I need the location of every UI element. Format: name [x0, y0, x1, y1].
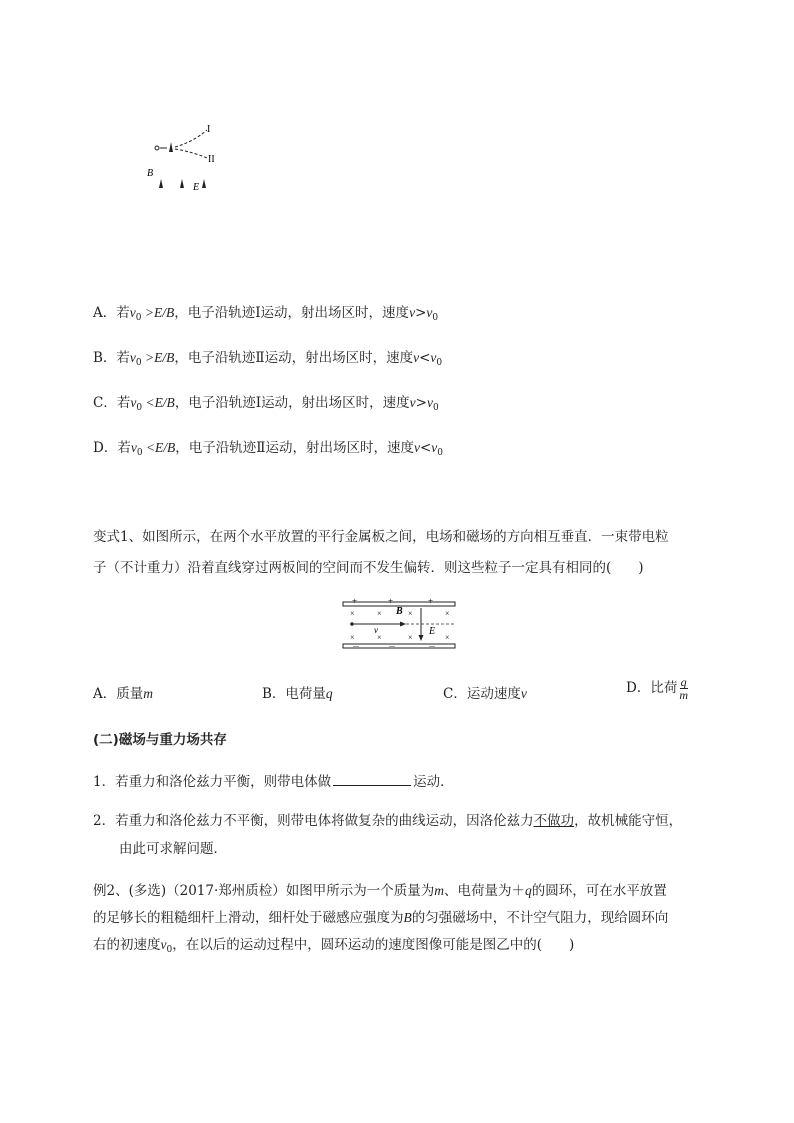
label-I: I	[207, 124, 211, 135]
q2-option-a: A．质量m	[93, 686, 153, 702]
cross-1: ×	[350, 609, 355, 618]
section2-item2: 2．若重力和洛伦兹力不平衡，则带电体将做复杂的曲线运动，因洛伦兹力不做功，故机械能守恒，	[93, 813, 683, 829]
option-b: B．若$v_0 >E/B$，电子沿轨迹Ⅱ运动，射出场区时，速度$v<v_0$	[93, 350, 443, 368]
variant1-line2: 子（不计重力）沿着直线穿过两板间的空间而不发生偏转．则这些粒子一定具有相同的( )	[93, 560, 644, 576]
cross-8: ×	[445, 633, 450, 642]
electron-dot	[155, 146, 159, 150]
option-d: D．若$v_0 <E/B$，电子沿轨迹Ⅱ运动，射出场区时，速度$v<v_0$	[93, 440, 444, 458]
field-arrowhead	[419, 635, 424, 641]
minus-2: －	[388, 642, 396, 651]
example2-line1: 例2、(多选)（2017·郑州质检）如图甲所示为一个质量为m、电荷量为＋q的圆环，可在水平放置	[93, 883, 667, 899]
option-a: A．若$v_0 >E/B$，电子沿轨迹Ⅰ运动，射出场区时，速度$v>v_0$	[93, 305, 439, 323]
e-arrow	[202, 179, 206, 188]
minus-3: －	[428, 642, 436, 651]
cross-2: ×	[377, 609, 382, 618]
cross-3: ×	[408, 609, 413, 618]
section2-item1: 1．若重力和洛伦兹力平衡，则带电体做 运动．	[93, 774, 454, 790]
label-B: B	[147, 168, 154, 179]
q2-option-b: B．电荷量q	[262, 686, 333, 702]
trajectory-figure	[145, 118, 225, 198]
q2-option-d: D．比荷 $\frac{q}{m}$	[626, 675, 688, 702]
label-v: v	[374, 625, 378, 635]
section2-heading: (二)磁场与重力场共存	[93, 732, 227, 748]
particle	[350, 622, 354, 626]
section2-item2-cont: 由此可求解问题．	[119, 841, 227, 857]
example2-line3: 右的初速度$v_0$，在以后的运动过程中，圆环运动的速度图像可能是图乙中的( )	[93, 937, 575, 955]
specific-charge-fraction: $\frac{q}{m}$	[679, 675, 688, 702]
label-B: B	[396, 606, 403, 617]
variant1-line1: 变式1、如图所示，在两个水平放置的平行金属板之间，电场和磁场的方向相互垂直．一束带电粒	[93, 529, 669, 545]
trajectory-I	[175, 130, 207, 147]
plus-2: +	[388, 596, 394, 606]
label-II: II	[208, 154, 215, 165]
parallel-plates-figure	[340, 596, 460, 654]
example2-line2: 的足够长的粗糙细杆上滑动，细杆处于磁感应强度为B的匀强磁场中，不计空气阻力，现给圆环向	[93, 910, 669, 926]
plus-3: +	[428, 596, 434, 606]
label-E: E	[429, 626, 436, 637]
q2-option-c: C．运动速度v	[443, 686, 527, 702]
b-arrow-2	[180, 179, 184, 188]
cross-5: ×	[350, 633, 355, 642]
cross-4: ×	[445, 609, 450, 618]
plus-1: +	[352, 596, 358, 606]
minus-1: －	[352, 642, 360, 651]
cross-7: ×	[408, 633, 413, 642]
option-c: C．若$v_0 <E/B$，电子沿轨迹Ⅰ运动，射出场区时，速度$v>v_0$	[93, 395, 439, 413]
trajectory-II	[175, 149, 207, 158]
cross-6: ×	[377, 633, 382, 642]
arrow-marker	[169, 142, 173, 152]
answer-blank	[333, 773, 411, 786]
velocity-arrowhead	[400, 622, 406, 627]
b-arrow-1	[159, 179, 163, 188]
label-E: E	[193, 182, 200, 193]
